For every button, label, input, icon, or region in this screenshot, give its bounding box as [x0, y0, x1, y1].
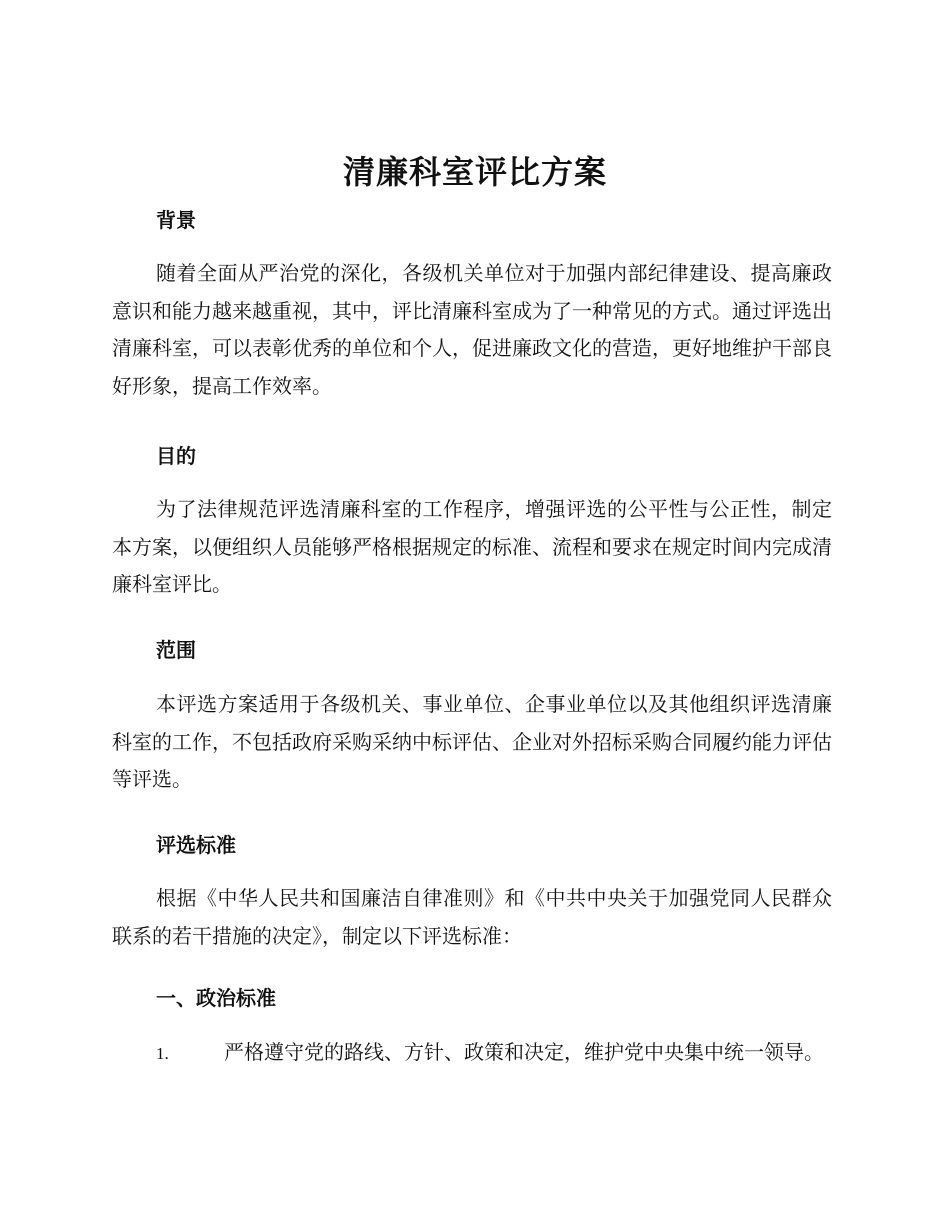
list-item	[112, 1034, 832, 1073]
list-item-text: 严格遵守党的路线、方针、政策和决定，维护党中央集中统一领导。	[224, 1040, 824, 1064]
list-item-number: 1.	[156, 1044, 169, 1063]
section-heading-political-standard: 一、政治标准	[156, 986, 276, 1010]
section-body-scope: 本评选方案适用于各级机关、事业单位、企事业单位以及其他组织评选清廉科室的工作，不包括政府采购采纳中标评估、企业对外招标采购合同履约能力评估等评选。	[112, 692, 832, 791]
section-heading-purpose: 目的	[156, 444, 196, 468]
section-heading-criteria: 评选标准	[156, 833, 236, 857]
section-body-background: 随着全面从严治党的深化，各级机关单位对于加强内部纪律建设、提高廉政意识和能力越来越重视，其中，评比清廉科室成为了一种常见的方式。通过评选出清廉科室，可以表彰优秀的单位和个人，促进廉政文化的营造，更好地维护干部良好形象，提高工作效率。	[112, 261, 832, 398]
document-title: 清廉科室评比方案	[342, 153, 607, 191]
section-body-purpose: 为了法律规范评选清廉科室的工作程序，增强评选的公平性与公正性，制定本方案，以便组织人员能够严格根据规定的标准、流程和要求在规定时间内完成清廉科室评比。	[112, 497, 832, 596]
section-heading-background: 背景	[156, 208, 196, 232]
section-body-criteria: 根据《中华人民共和国廉洁自律准则》和《中共中央关于加强党同人民群众联系的若干措施的决定》，制定以下评选标准：	[112, 886, 832, 948]
section-heading-scope: 范围	[156, 638, 196, 662]
